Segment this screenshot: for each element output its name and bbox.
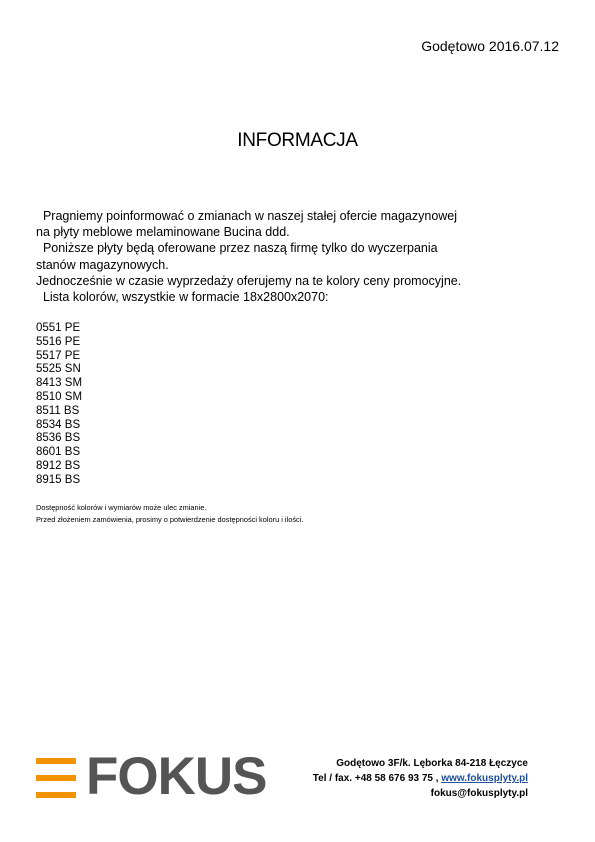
color-code: 8510 SM xyxy=(36,390,83,403)
color-code: 8511 BS xyxy=(36,404,80,417)
body-line: Jednocześnie w czasie wyprzedaży oferujemy na te kolory ceny promocyjne. xyxy=(36,273,462,288)
note-line: Przed złożeniem zamówienia, prosimy o potwierdzenie dostępności koloru i ilości. xyxy=(36,515,304,524)
contact-phone-line xyxy=(313,771,528,786)
logo-wordmark: FOKUS xyxy=(86,747,267,806)
color-code: 5516 PE xyxy=(36,335,81,348)
body-line: Lista kolorów, wszystkie w formacie 18x2800x2070: xyxy=(36,290,329,305)
contact-phone: Tel / fax. +48 58 676 93 75 , xyxy=(312,773,442,784)
note-line: Dostępność kolorów i wymiarów może ulec zmianie. xyxy=(36,503,207,512)
contact-email[interactable]: fokus@fokusplyty.pl xyxy=(430,788,528,799)
contact-block xyxy=(313,756,528,801)
availability-notes xyxy=(36,502,303,526)
body-line: na płyty meblowe melaminowane Bucina ddd. xyxy=(36,225,290,240)
color-code: 8915 BS xyxy=(36,473,81,486)
color-code: 8601 BS xyxy=(36,446,81,459)
website-link[interactable]: www.fokusplyty.pl xyxy=(441,773,528,784)
color-code: 8413 SM xyxy=(36,377,83,390)
color-code: 8536 BS xyxy=(36,432,81,445)
document-title: INFORMACJA xyxy=(237,130,358,151)
body-line: Pragniemy poinformować o zmianach w naszej stałej ofercie magazynowej xyxy=(36,209,458,223)
body-line: stanów magazynowych. xyxy=(36,257,169,272)
logo-bars-icon xyxy=(36,758,76,809)
fokus-logo xyxy=(36,747,276,806)
body-line: Poniższe płyty będą oferowane przez naszą firmę tylko do wyczerpania xyxy=(36,241,438,256)
color-code-list xyxy=(36,322,82,488)
contact-address: Godętowo 3F/k. Lęborka 84-218 Łęczyce xyxy=(336,758,528,769)
document-date: Godętowo 2016.07.12 xyxy=(421,38,559,54)
color-code: 0551 PE xyxy=(36,322,81,334)
color-code: 8534 BS xyxy=(36,418,81,431)
color-code: 8912 BS xyxy=(36,459,81,472)
color-code: 5517 PE xyxy=(36,349,81,362)
color-code: 5525 SN xyxy=(36,363,81,376)
document-body xyxy=(36,208,556,305)
